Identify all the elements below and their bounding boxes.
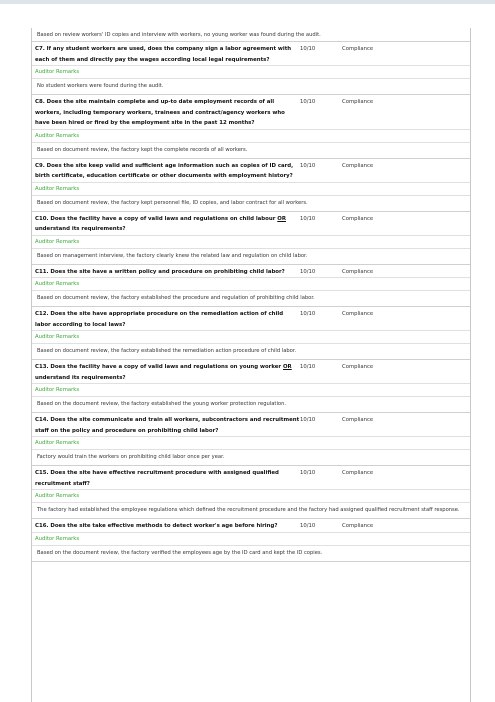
audit-table bbox=[31, 28, 471, 702]
question-row bbox=[32, 519, 470, 532]
score: 10/10 bbox=[300, 46, 316, 52]
audit-item bbox=[32, 466, 470, 519]
remark-text: Based on management interview, the factory clearly knew the related law and regulation on child labor. bbox=[37, 252, 308, 259]
question-block bbox=[32, 360, 470, 384]
audit-item bbox=[32, 265, 470, 308]
audit-item bbox=[32, 360, 470, 413]
result-status: Compliance bbox=[342, 162, 374, 169]
auditor-remarks-label: Auditor Remarks bbox=[32, 490, 470, 503]
result-status: Compliance bbox=[342, 311, 374, 317]
score: 10/10 bbox=[300, 470, 316, 476]
result-status: Compliance bbox=[342, 417, 374, 423]
question-text-part: understand its requirements? bbox=[35, 374, 126, 381]
question-text-part: C14. Does the site communicate and train all workers, subcontractors and recruitment staff on the policy and procedure on prohibiting child labor? bbox=[35, 417, 300, 434]
remark-text: Factory would train the workers on prohibiting child labor once per year. bbox=[37, 454, 225, 460]
question-row bbox=[32, 212, 470, 235]
auditor-remarks-label: Auditor Remarks bbox=[32, 331, 470, 344]
remark-text: Based on document review, the factory kept the complete records of all workers. bbox=[37, 146, 248, 153]
audit-item bbox=[32, 95, 470, 159]
audit-item bbox=[32, 519, 470, 562]
question-row bbox=[32, 307, 470, 330]
remark-row bbox=[32, 143, 470, 159]
score: 10/10 bbox=[300, 311, 316, 317]
question-block bbox=[32, 159, 470, 183]
audit-item bbox=[32, 307, 470, 360]
remark-row bbox=[32, 546, 470, 562]
question-text bbox=[32, 362, 300, 383]
question-text bbox=[32, 267, 300, 278]
question-block bbox=[32, 95, 470, 130]
question-text-part: C7. If any student workers are used, does the company sign a labor agreement with each of them and directly pay the wages according local legal requirements? bbox=[35, 46, 292, 63]
score: 10/10 bbox=[300, 162, 316, 169]
result-status: Compliance bbox=[342, 215, 374, 222]
score: 10/10 bbox=[300, 268, 316, 275]
remark-row bbox=[32, 450, 470, 466]
audit-items bbox=[32, 42, 470, 562]
question-block bbox=[32, 519, 470, 533]
auditor-remarks-label: Auditor Remarks bbox=[32, 130, 470, 143]
question-text-part: C10. Does the facility have a copy of valid laws and regulations on child labour bbox=[35, 215, 278, 222]
remark-row bbox=[32, 249, 470, 265]
question-text bbox=[32, 468, 300, 489]
question-block bbox=[32, 212, 470, 236]
remark-text: No student workers were found during the audit. bbox=[37, 83, 164, 89]
question-row bbox=[32, 413, 470, 436]
remark-row bbox=[32, 503, 470, 519]
remark-text: Based on document review, the factory established the remediation action procedure of child labor. bbox=[37, 348, 297, 354]
question-block bbox=[32, 265, 470, 279]
question-block bbox=[32, 42, 470, 66]
result-status: Compliance bbox=[342, 470, 374, 476]
auditor-remarks-label: Auditor Remarks bbox=[32, 384, 470, 397]
question-text bbox=[32, 521, 300, 532]
question-text-part: C11. Does the site have a written policy and procedure on prohibiting child labor? bbox=[35, 268, 285, 275]
question-block bbox=[32, 413, 470, 437]
score: 10/10 bbox=[300, 417, 316, 423]
result-status: Compliance bbox=[342, 99, 374, 105]
question-underlined-word: OR bbox=[277, 215, 286, 222]
question-text-part: C13. Does the facility have a copy of valid laws and regulations on young worker bbox=[35, 364, 283, 370]
question-text bbox=[32, 161, 300, 182]
question-text-part: C15. Does the site have effective recruitment procedure with assigned qualified recruitment staff? bbox=[35, 470, 279, 487]
score: 10/10 bbox=[300, 99, 316, 105]
remark-text: Based on document review, the factory established the procedure and regulation of prohibiting child labor. bbox=[37, 295, 315, 301]
result-status: Compliance bbox=[342, 268, 374, 275]
question-block bbox=[32, 307, 470, 331]
question-row bbox=[32, 466, 470, 489]
auditor-remarks-label: Auditor Remarks bbox=[32, 437, 470, 450]
top-remark-text: Based on review workers' ID copies and interview with workers, no young worker was found during the audit. bbox=[37, 32, 321, 38]
score: 10/10 bbox=[300, 523, 316, 529]
auditor-remarks-label: Auditor Remarks bbox=[32, 278, 470, 291]
remark-row bbox=[32, 196, 470, 212]
top-bar bbox=[0, 0, 495, 4]
question-row bbox=[32, 95, 470, 129]
auditor-remarks-label: Auditor Remarks bbox=[32, 533, 470, 546]
result-status: Compliance bbox=[342, 523, 374, 529]
auditor-remarks-label: Auditor Remarks bbox=[32, 236, 470, 249]
question-block bbox=[32, 466, 470, 490]
auditor-remarks-label: Auditor Remarks bbox=[32, 183, 470, 196]
question-text-part: understand its requirements? bbox=[35, 226, 126, 232]
remark-text: The factory had established the employee regulations which defined the recruitment procedure and the factory had assigned qualified recruitment staff response. bbox=[37, 507, 460, 513]
audit-item bbox=[32, 42, 470, 95]
remark-text: Based on the document review, the factory established the young worker protection regulation. bbox=[37, 401, 287, 407]
question-row bbox=[32, 265, 470, 278]
question-text bbox=[32, 415, 300, 436]
auditor-remarks-label: Auditor Remarks bbox=[32, 66, 470, 79]
top-remark-row bbox=[32, 28, 470, 42]
result-status: Compliance bbox=[342, 46, 374, 52]
question-text-part: C12. Does the site have appropriate procedure on the remediation action of child labor according to local laws? bbox=[35, 311, 284, 328]
question-row bbox=[32, 360, 470, 383]
audit-item bbox=[32, 413, 470, 466]
audit-item bbox=[32, 159, 470, 212]
remark-text: Based on the document review, the factory verified the employees age by the ID card and kept the ID copies. bbox=[37, 549, 323, 556]
question-text-part: C8. Does the site maintain complete and up-to date employment records of all workers, including temporary workers, trainees and contract/agency workers who have been hired or fired by the employment site in the past 12 months? bbox=[35, 99, 285, 126]
question-underlined-word: OR bbox=[282, 364, 292, 370]
remark-text: Based on document review, the factory kept personnel file, ID copies, and labor contract for all workers. bbox=[37, 199, 308, 206]
question-text bbox=[32, 44, 300, 65]
question-row bbox=[32, 42, 470, 65]
remark-row bbox=[32, 397, 470, 413]
score: 10/10 bbox=[300, 364, 316, 370]
score: 10/10 bbox=[300, 215, 316, 222]
question-text-part: C16. Does the site take effective methods to detect worker's age before hiring? bbox=[35, 523, 278, 529]
question-text bbox=[32, 97, 300, 129]
question-text bbox=[32, 309, 300, 330]
remark-row bbox=[32, 79, 470, 95]
audit-item bbox=[32, 212, 470, 265]
question-text bbox=[32, 214, 300, 235]
result-status: Compliance bbox=[342, 364, 374, 370]
question-text-part: C9. Does the site keep valid and sufficient age information such as copies of ID card, birth certificate, education certificate or other documents with employment history? bbox=[35, 162, 294, 179]
remark-row bbox=[32, 344, 470, 360]
remark-row bbox=[32, 291, 470, 307]
question-row bbox=[32, 159, 470, 182]
